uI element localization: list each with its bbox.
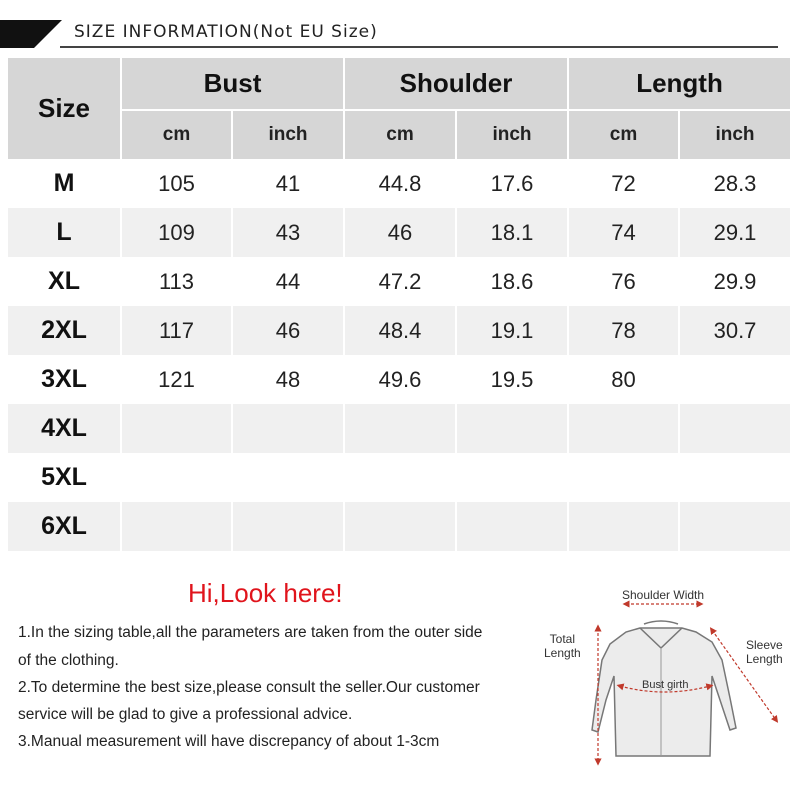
table-cell: 105 <box>120 159 231 208</box>
table-cell <box>678 453 790 502</box>
table-cell <box>678 355 790 404</box>
header-divider <box>60 46 778 48</box>
bust-girth-label: Bust girth <box>642 679 689 691</box>
table-cell <box>455 404 567 453</box>
section-header <box>0 0 800 60</box>
size-cell: 2XL <box>8 306 120 355</box>
size-cell: M <box>53 169 75 197</box>
table-cell <box>567 404 678 453</box>
table-cell: 28.3 <box>678 159 790 208</box>
unit-header: cm <box>120 111 231 159</box>
size-column-header: Size <box>8 58 120 159</box>
table-cell: 18.6 <box>455 257 567 306</box>
table-cell <box>343 404 455 453</box>
total-length-label <box>544 632 581 660</box>
table-cell <box>231 502 343 551</box>
table-cell <box>343 502 455 551</box>
table-cell <box>567 502 678 551</box>
table-cell: 76 <box>567 257 678 306</box>
unit-header: inch <box>231 111 343 159</box>
table-cell: 47.2 <box>343 257 455 306</box>
table-cell <box>231 404 343 453</box>
table-cell <box>455 453 567 502</box>
total-length-label-line: Total <box>549 632 576 646</box>
size-cell: 6XL <box>8 502 120 551</box>
table-cell: 17.6 <box>455 159 567 208</box>
note-line: 3.Manual measurement will have discrepancy of about 1-3cm <box>18 733 440 750</box>
total-length-label-line: Length <box>544 646 581 660</box>
table-cell <box>120 502 231 551</box>
table-cell: 121 <box>120 355 231 404</box>
length-header: Length <box>567 58 790 111</box>
table-cell: 43 <box>231 208 343 257</box>
table-row <box>8 306 790 355</box>
table-cell: 48 <box>231 355 343 404</box>
table-cell: 44.8 <box>343 159 455 208</box>
size-cell: XL <box>48 267 80 295</box>
table-cell: 78 <box>567 306 678 355</box>
unit-header: inch <box>455 111 567 159</box>
size-cell: 5XL <box>41 463 87 491</box>
table-row <box>8 453 790 502</box>
size-cell: 4XL <box>8 404 120 453</box>
sleeve-length-label-line: Length <box>746 652 783 666</box>
table-cell: 74 <box>567 208 678 257</box>
table-cell <box>455 502 567 551</box>
size-cell: 3XL <box>41 365 87 393</box>
table-cell <box>120 453 231 502</box>
table-cell: 113 <box>120 257 231 306</box>
unit-header: inch <box>678 111 790 159</box>
header-title: SIZE INFORMATION(Not EU Size) <box>74 22 378 42</box>
table-cell: 29.1 <box>678 208 790 257</box>
table-cell <box>567 453 678 502</box>
table-row <box>8 502 790 551</box>
table-cell: 80 <box>567 355 678 404</box>
table-cell: 48.4 <box>343 306 455 355</box>
table-cell: 30.7 <box>678 306 790 355</box>
table-cell: 29.9 <box>678 257 790 306</box>
table-cell: 19.1 <box>455 306 567 355</box>
table-row <box>8 208 790 257</box>
bust-header: Bust <box>120 58 343 111</box>
table-row <box>8 404 790 453</box>
table-row <box>8 159 790 208</box>
measurement-diagram <box>540 580 800 790</box>
table-cell: 117 <box>120 306 231 355</box>
table-row <box>8 257 790 306</box>
table-cell <box>120 404 231 453</box>
table-cell <box>678 404 790 453</box>
table-cell: 46 <box>343 208 455 257</box>
table-cell <box>343 453 455 502</box>
header-wedge-icon <box>0 20 62 48</box>
table-cell: 18.1 <box>455 208 567 257</box>
note-line: service will be glad to give a professional advice. <box>18 706 353 723</box>
table-cell: 49.6 <box>343 355 455 404</box>
notice-title: Hi,Look here! <box>188 578 343 608</box>
table-cell: 19.5 <box>455 355 567 404</box>
unit-header: cm <box>343 111 455 159</box>
table-cell <box>678 502 790 551</box>
size-table <box>8 58 790 551</box>
size-cell: L <box>8 208 120 257</box>
note-line: 2.To determine the best size,please consult the seller.Our customer <box>18 679 480 696</box>
table-cell <box>231 453 343 502</box>
table-cell: 109 <box>120 208 231 257</box>
sleeve-length-label-line: Sleeve <box>746 638 783 652</box>
shoulder-width-label: Shoulder Width <box>622 588 705 602</box>
table-cell: 46 <box>231 306 343 355</box>
shoulder-header: Shoulder <box>343 58 567 111</box>
table-cell: 41 <box>231 159 343 208</box>
table-cell: 72 <box>567 159 678 208</box>
note-line: of the clothing. <box>18 652 119 669</box>
sleeve-length-label <box>746 638 783 666</box>
note-line: 1.In the sizing table,all the parameters are taken from the outer side <box>18 624 483 641</box>
table-cell: 44 <box>231 257 343 306</box>
unit-header: cm <box>567 111 678 159</box>
table-row <box>8 355 790 404</box>
